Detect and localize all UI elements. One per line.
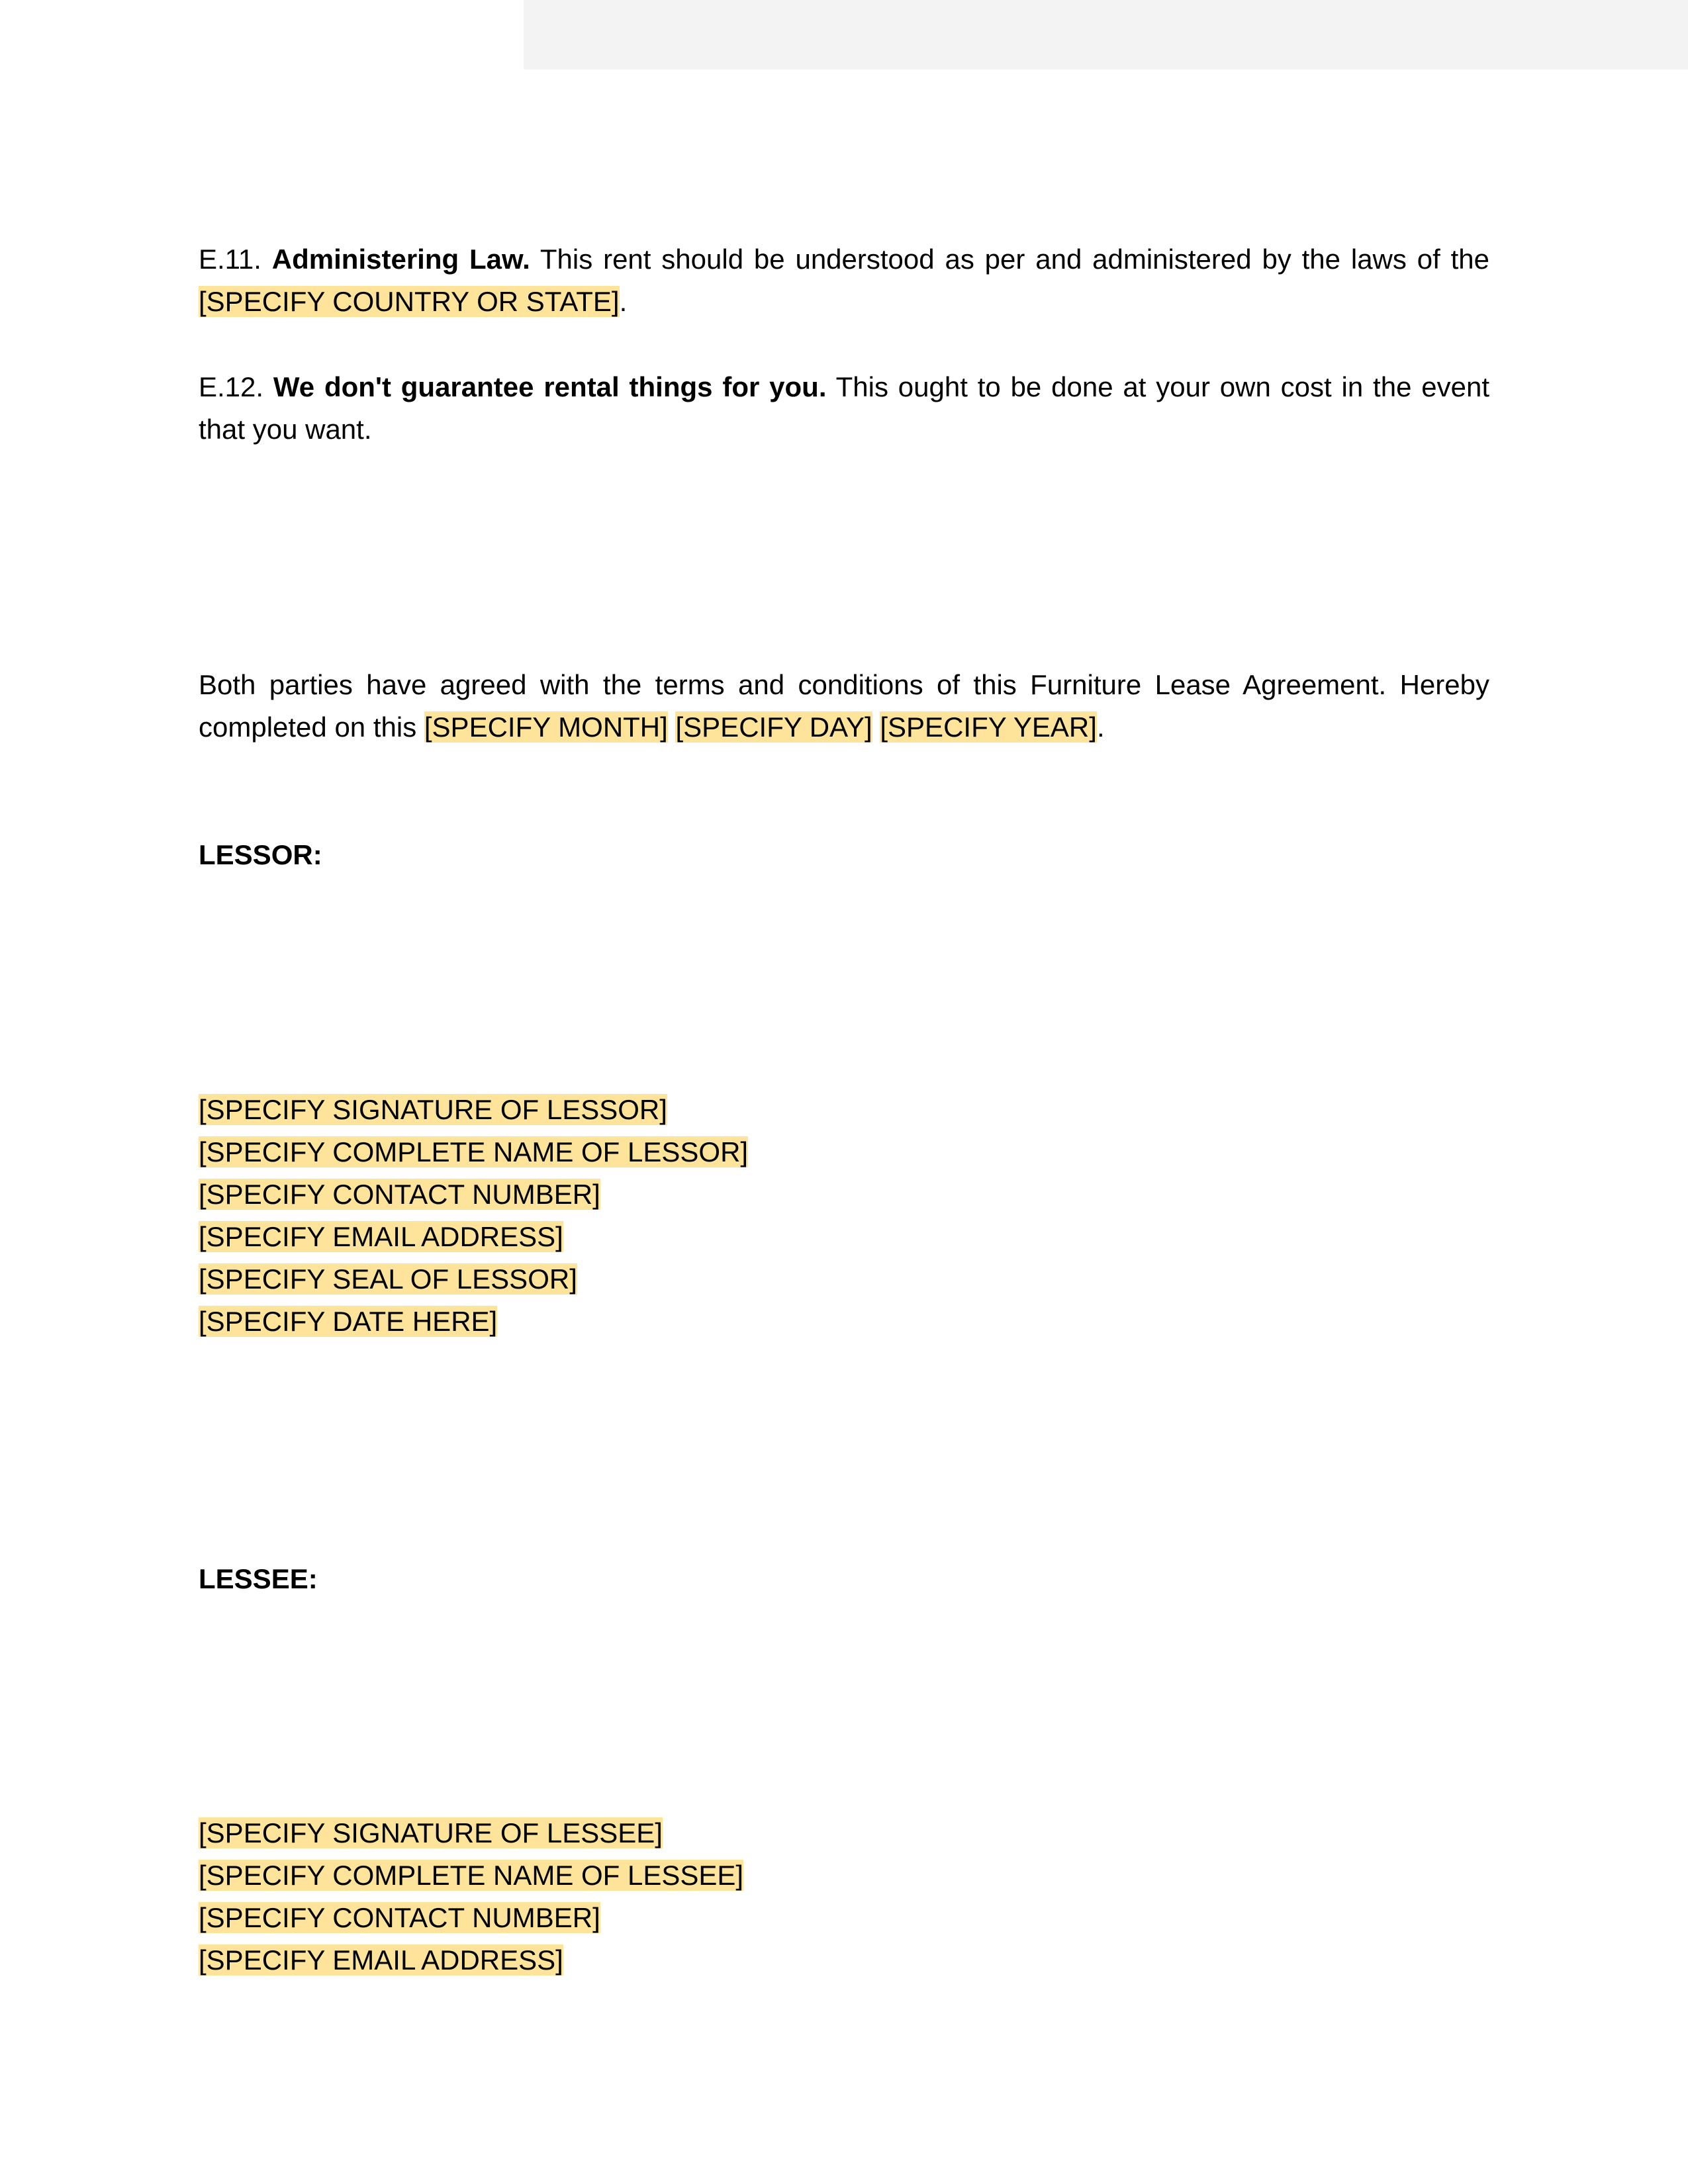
clause-e11 [199,238,1489,323]
clause-e12 [199,366,1489,451]
clause-text: This ought to be done at your own cost in the event that you want. [199,371,1490,445]
agreement-text: Both parties have agreed with the terms and conditions of this Furniture Lease Agreement. Hereby completed on this [199,669,1489,743]
lessee-name-field[interactable]: [SPECIFY COMPLETE NAME OF LESSEE] [199,1860,744,1891]
agreement-end-period: . [1096,711,1105,743]
placeholder-day[interactable]: [SPECIFY DAY] [675,711,872,743]
lessee-signature-field[interactable]: [SPECIFY SIGNATURE OF LESSEE] [199,1817,663,1848]
lessor-email-field[interactable]: [SPECIFY EMAIL ADDRESS] [199,1221,563,1252]
header-band [524,0,1688,69]
clause-text: This rent should be understood as per and administered by the laws of the [539,244,1489,275]
placeholder-country-or-state[interactable]: [SPECIFY COUNTRY OR STATE] [199,286,620,317]
lessor-signature-field[interactable]: [SPECIFY SIGNATURE OF LESSOR] [199,1094,667,1125]
clause-number: E.11. [199,244,261,275]
clause-number: E.12. [199,371,264,402]
lessor-seal-field[interactable]: [SPECIFY SEAL OF LESSOR] [199,1263,577,1295]
lessee-contact-field[interactable]: [SPECIFY CONTACT NUMBER] [199,1902,600,1933]
lessor-contact-field[interactable]: [SPECIFY CONTACT NUMBER] [199,1179,600,1210]
clause-title: Administering Law. [271,244,530,275]
lessor-heading: LESSOR: [199,839,322,870]
agreement-statement [199,664,1489,749]
lessor-signature-block [199,1089,748,1343]
clause-end-period: . [619,286,628,317]
lessor-date-field[interactable]: [SPECIFY DATE HERE] [199,1306,498,1337]
placeholder-year[interactable]: [SPECIFY YEAR] [880,711,1097,743]
lessee-heading: LESSEE: [199,1563,318,1594]
lessee-email-field[interactable]: [SPECIFY EMAIL ADDRESS] [199,1944,563,1976]
clause-title: We don't guarantee rental things for you. [273,371,827,402]
lessor-name-field[interactable]: [SPECIFY COMPLETE NAME OF LESSOR] [199,1136,749,1167]
lessee-signature-block [199,1812,743,1981]
placeholder-month[interactable]: [SPECIFY MONTH] [424,711,668,743]
